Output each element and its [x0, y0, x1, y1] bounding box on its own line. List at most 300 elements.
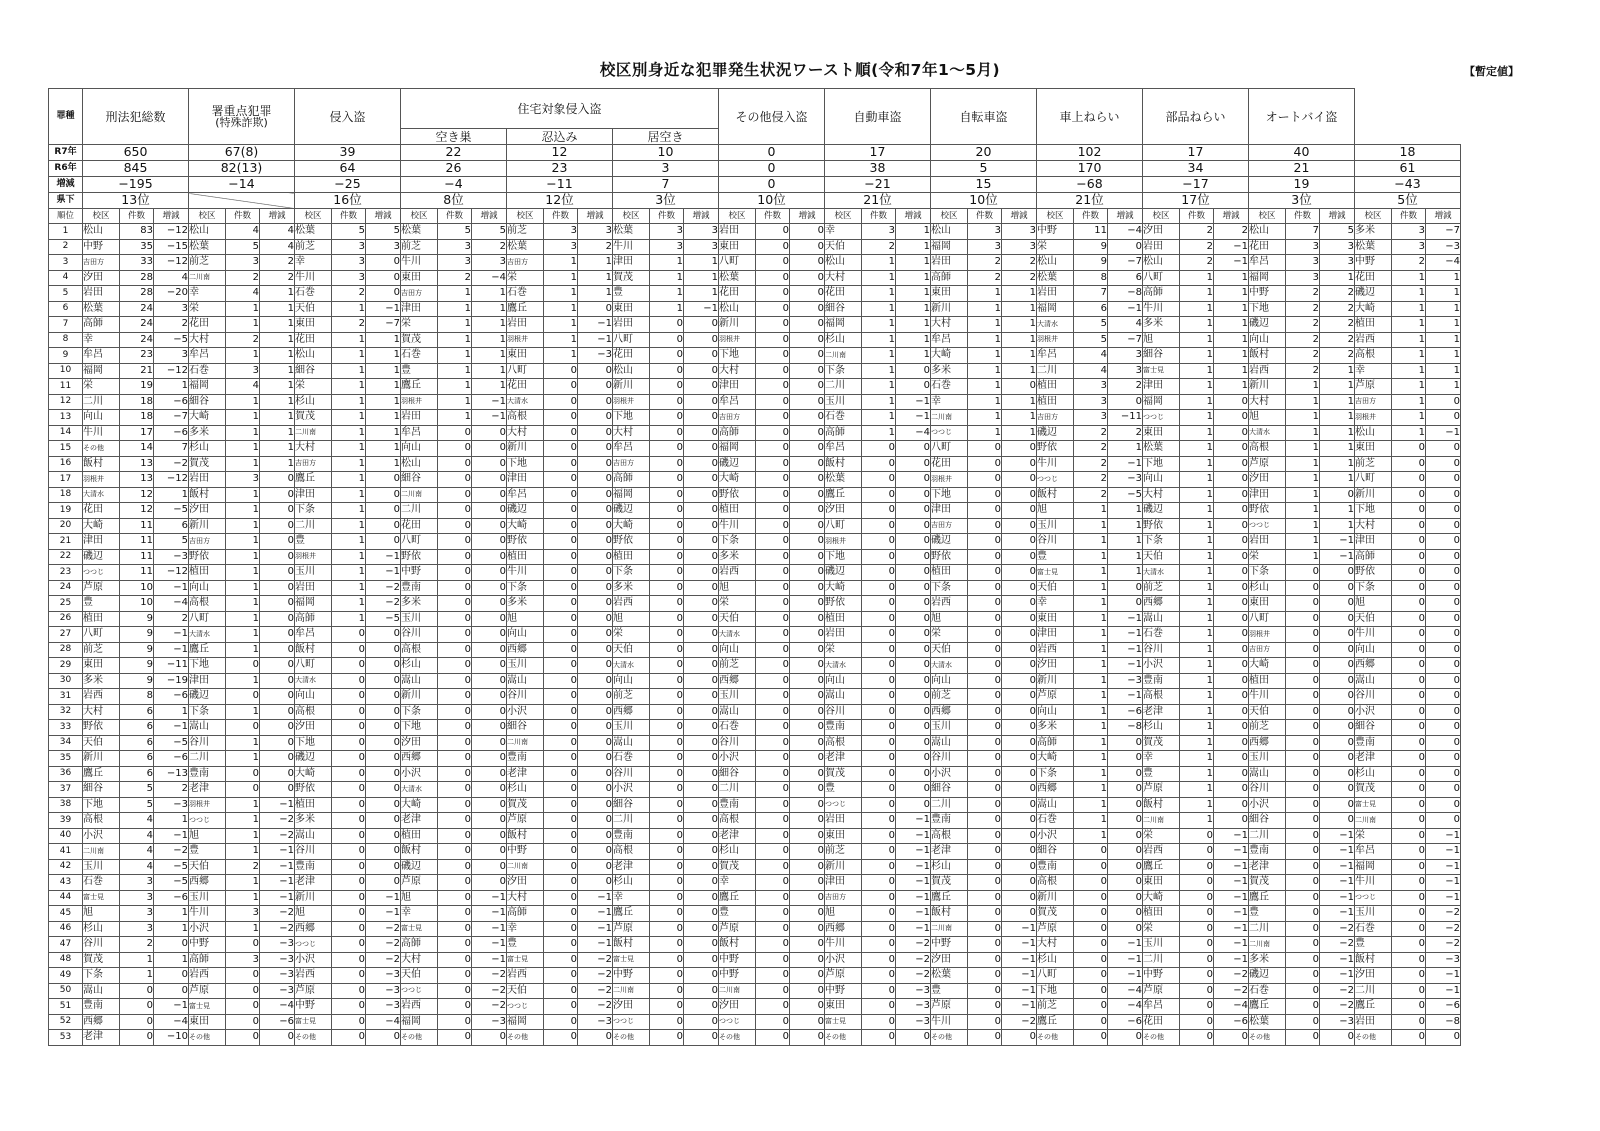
school-name: つつじ: [507, 999, 544, 1015]
school-name: 老津: [931, 844, 968, 860]
school-name: 向山: [295, 689, 332, 705]
count-value: 7: [1286, 224, 1320, 240]
count-value: 0: [332, 1030, 366, 1046]
count-value: 1: [1180, 518, 1214, 534]
change-value: 3: [1320, 239, 1355, 255]
change-value: 0: [578, 549, 613, 565]
change-value: 0: [1426, 503, 1461, 519]
school-name: 前芝: [1143, 580, 1180, 596]
count-value: 0: [650, 1014, 684, 1030]
school-name: 向山: [83, 410, 120, 426]
school-name: 東田: [1355, 441, 1392, 457]
change-value: −3: [578, 1014, 613, 1030]
change-value: 0: [790, 782, 825, 798]
school-name: 西郷: [1037, 782, 1074, 798]
count-value: 0: [438, 859, 472, 875]
change-value: −1: [1214, 828, 1249, 844]
count-value: 83: [120, 224, 154, 240]
count-value: 1: [438, 301, 472, 317]
change-value: −2: [472, 968, 507, 984]
school-name: 東田: [825, 999, 862, 1015]
change-value: 0: [896, 441, 931, 457]
count-value: 1: [120, 968, 154, 984]
school-name: 羽根井: [825, 534, 862, 550]
school-name: 向山: [189, 580, 226, 596]
school-name: 牟呂: [1355, 844, 1392, 860]
school-name: 磯辺: [931, 534, 968, 550]
school-name: 栄: [719, 596, 756, 612]
change-value: −1: [1108, 456, 1143, 472]
count-value: 1: [1180, 286, 1214, 302]
change-value: −3: [1108, 673, 1143, 689]
count-value: 3: [650, 239, 684, 255]
change-value: −2: [366, 937, 401, 953]
summary-r7: 40: [1249, 145, 1355, 161]
change-value: −7: [1108, 255, 1143, 271]
school-name: 新川: [1037, 890, 1074, 906]
count-value: 0: [862, 673, 896, 689]
school-name: 下地: [1355, 503, 1392, 519]
change-value: −1: [1426, 890, 1461, 906]
school-name: 細谷: [825, 301, 862, 317]
change-value: 0: [1426, 611, 1461, 627]
count-value: 0: [1392, 611, 1426, 627]
change-value: 0: [1108, 580, 1143, 596]
summary-r6: 845: [83, 161, 189, 177]
school-name: 岩西: [719, 565, 756, 581]
count-value: 3: [544, 239, 578, 255]
change-value: 1: [578, 270, 613, 286]
change-value: 1: [260, 348, 295, 364]
count-value: 1: [1392, 379, 1426, 395]
change-value: 1: [472, 348, 507, 364]
school-name: 花田: [1143, 1014, 1180, 1030]
school-name: つつじ: [189, 813, 226, 829]
count-value: 0: [438, 425, 472, 441]
summary-pref: 17位: [1143, 193, 1249, 209]
count-value: 9: [120, 611, 154, 627]
change-value: 0: [790, 441, 825, 457]
school-name: 石巻: [507, 286, 544, 302]
summary-r7: 12: [507, 145, 613, 161]
count-value: 0: [226, 766, 260, 782]
change-value: 1: [896, 224, 931, 240]
change-value: −1: [1214, 875, 1249, 891]
count-value: 0: [756, 518, 790, 534]
count-value: 0: [1286, 999, 1320, 1015]
count-value: 0: [438, 456, 472, 472]
count-value: 0: [1074, 875, 1108, 891]
category-header: 忍込み: [507, 129, 613, 145]
count-value: 24: [120, 301, 154, 317]
change-value: 0: [366, 828, 401, 844]
change-value: 1: [260, 394, 295, 410]
change-value: 0: [578, 534, 613, 550]
change-value: −1: [1320, 859, 1355, 875]
school-name: 岩田: [931, 255, 968, 271]
change-value: −1: [1426, 983, 1461, 999]
school-name: 大崎: [83, 518, 120, 534]
school-name: 富士見: [825, 1014, 862, 1030]
count-value: 3: [226, 952, 260, 968]
change-value: 0: [472, 518, 507, 534]
table-row: [49, 224, 1461, 240]
count-value: 0: [1074, 1030, 1108, 1046]
school-name: 吉田方: [189, 534, 226, 550]
school-name: 大村: [83, 704, 120, 720]
school-name: 大村: [719, 363, 756, 379]
count-value: 2: [226, 859, 260, 875]
change-value: 0: [1214, 627, 1249, 643]
change-value: −2: [896, 952, 931, 968]
school-name: 賀茂: [1143, 735, 1180, 751]
rank-label: 順位: [49, 209, 83, 224]
change-value: −1: [472, 952, 507, 968]
count-value: 6: [1074, 301, 1108, 317]
count-value: 0: [544, 441, 578, 457]
school-name: 松山: [1037, 255, 1074, 271]
count-label: 件数: [1074, 209, 1108, 224]
change-value: 0: [896, 456, 931, 472]
change-value: −1: [1108, 627, 1143, 643]
change-value: 1: [260, 286, 295, 302]
school-name: 高根: [1143, 689, 1180, 705]
school-name: 植田: [825, 611, 862, 627]
count-value: 1: [1180, 596, 1214, 612]
school-name: 飯村: [1037, 487, 1074, 503]
change-value: 2: [154, 317, 189, 333]
change-value: 0: [578, 766, 613, 782]
school-name: 二川: [1249, 921, 1286, 937]
category-header: 空き巣: [401, 129, 507, 145]
count-value: 3: [226, 363, 260, 379]
count-value: 0: [1286, 952, 1320, 968]
school-name: 植田: [1037, 379, 1074, 395]
count-label: 件数: [544, 209, 578, 224]
school-name: 幸: [401, 906, 438, 922]
school-name: 松山: [931, 224, 968, 240]
rank-number: 22: [49, 549, 83, 565]
school-name: 細谷: [83, 782, 120, 798]
count-value: 0: [756, 425, 790, 441]
school-name: 大崎: [189, 410, 226, 426]
count-value: 1: [1286, 379, 1320, 395]
change-value: 0: [472, 813, 507, 829]
count-value: 0: [968, 611, 1002, 627]
category-header: [1249, 89, 1355, 145]
school-name: 前芝: [719, 658, 756, 674]
change-value: −1: [1002, 968, 1037, 984]
school-name: 細谷: [295, 363, 332, 379]
school-name: 芦原: [1037, 921, 1074, 937]
count-value: 0: [332, 720, 366, 736]
school-name: 向山: [825, 673, 862, 689]
count-value: 2: [120, 937, 154, 953]
change-value: 0: [790, 859, 825, 875]
count-value: 0: [1392, 720, 1426, 736]
table-row: [49, 472, 1461, 488]
school-name: 谷川: [719, 735, 756, 751]
category-header: [719, 89, 825, 145]
school-name: 植田: [613, 549, 650, 565]
change-value: 0: [154, 983, 189, 999]
summary-pref: 16位: [295, 193, 401, 209]
change-value: 1: [1108, 503, 1143, 519]
change-value: 0: [1002, 549, 1037, 565]
table-row: [49, 642, 1461, 658]
count-value: 0: [544, 642, 578, 658]
school-name: 豊南: [613, 828, 650, 844]
count-value: 6: [120, 704, 154, 720]
count-value: 0: [756, 642, 790, 658]
change-value: −4: [154, 1014, 189, 1030]
school-name: 下条: [83, 968, 120, 984]
table-row: [49, 875, 1461, 891]
school-name: 豊: [613, 286, 650, 302]
count-value: 0: [544, 828, 578, 844]
rank-number: 1: [49, 224, 83, 240]
change-value: −1: [1108, 642, 1143, 658]
summary-r7: 0: [719, 145, 825, 161]
change-value: −4: [472, 270, 507, 286]
count-value: 0: [438, 937, 472, 953]
school-name: 幸: [83, 332, 120, 348]
school-name: 福岡: [83, 363, 120, 379]
change-value: 0: [1002, 704, 1037, 720]
school-name: 飯村: [1249, 348, 1286, 364]
count-value: 8: [1074, 270, 1108, 286]
summary-diff: −4: [401, 177, 507, 193]
count-value: 0: [544, 518, 578, 534]
count-value: 0: [1286, 751, 1320, 767]
change-value: 0: [1214, 797, 1249, 813]
school-name: 下条: [825, 363, 862, 379]
summary-pref: 21位: [825, 193, 931, 209]
change-value: 0: [578, 689, 613, 705]
count-value: 0: [544, 689, 578, 705]
count-value: 0: [968, 875, 1002, 891]
change-value: 0: [260, 503, 295, 519]
school-name: 牛川: [83, 425, 120, 441]
school-name: 新川: [613, 379, 650, 395]
school-name: 中野: [401, 565, 438, 581]
change-value: 0: [790, 332, 825, 348]
school-name: 植田: [719, 503, 756, 519]
count-value: 0: [438, 844, 472, 860]
change-value: −6: [154, 425, 189, 441]
change-value: 2: [154, 782, 189, 798]
school-name: 吉田方: [825, 890, 862, 906]
school-name: 新川: [1037, 673, 1074, 689]
change-value: 1: [1002, 286, 1037, 302]
count-value: 0: [650, 549, 684, 565]
table-row: [49, 239, 1461, 255]
school-name: 細谷: [189, 394, 226, 410]
count-value: 0: [544, 363, 578, 379]
category-header: [401, 89, 719, 129]
school-name: 新川: [507, 441, 544, 457]
change-value: −1: [366, 890, 401, 906]
change-value: 1: [1002, 394, 1037, 410]
school-name: 花田: [295, 332, 332, 348]
count-value: 0: [650, 1030, 684, 1046]
change-value: 0: [790, 410, 825, 426]
table-row: [49, 1030, 1461, 1046]
count-value: 0: [1286, 782, 1320, 798]
school-name: 花田: [825, 286, 862, 302]
count-value: 1: [226, 611, 260, 627]
change-value: 1: [578, 255, 613, 271]
change-value: 0: [578, 797, 613, 813]
change-value: 0: [684, 658, 719, 674]
school-name: 汐田: [1143, 224, 1180, 240]
school-name: 磯辺: [1143, 503, 1180, 519]
school-name: 芦原: [1249, 456, 1286, 472]
change-value: 1: [260, 301, 295, 317]
summary-r6: 23: [507, 161, 613, 177]
change-value: 0: [472, 487, 507, 503]
count-value: 3: [438, 255, 472, 271]
count-value: 3: [1074, 379, 1108, 395]
count-value: 3: [862, 224, 896, 240]
category-label: 罪種: [49, 89, 83, 145]
school-name: 鷹丘: [83, 766, 120, 782]
school-name: 岩田: [401, 410, 438, 426]
change-value: 0: [790, 689, 825, 705]
count-value: 0: [862, 735, 896, 751]
count-value: 0: [544, 968, 578, 984]
count-value: 1: [862, 286, 896, 302]
school-name: 天伯: [613, 642, 650, 658]
change-value: −1: [1108, 937, 1143, 953]
school-name: 野依: [83, 720, 120, 736]
change-value: 0: [1426, 1030, 1461, 1046]
school-name: 二川南: [719, 983, 756, 999]
school-name: 松葉: [931, 968, 968, 984]
summary-pref: 10位: [931, 193, 1037, 209]
summary-pref: 3位: [613, 193, 719, 209]
school-name: 多米: [931, 363, 968, 379]
change-value: 0: [1108, 890, 1143, 906]
school-name: 嵩山: [189, 720, 226, 736]
change-value: −3: [154, 549, 189, 565]
school-name: 大崎: [1143, 890, 1180, 906]
school-name: 牟呂: [507, 487, 544, 503]
school-name: 杉山: [83, 921, 120, 937]
school-name: 高師: [507, 906, 544, 922]
count-value: 0: [226, 999, 260, 1015]
school-name: 岩田: [825, 813, 862, 829]
school-name: 汐田: [613, 999, 650, 1015]
change-value: −1: [578, 890, 613, 906]
school-name: 羽根井: [613, 394, 650, 410]
school-name: 細谷: [931, 782, 968, 798]
school-name: 栄: [1143, 828, 1180, 844]
change-value: 0: [1320, 611, 1355, 627]
school-name: 高根: [825, 735, 862, 751]
count-value: 1: [226, 534, 260, 550]
count-value: 1: [862, 348, 896, 364]
change-value: 0: [1002, 441, 1037, 457]
school-name: 石巻: [189, 363, 226, 379]
change-value: 0: [1214, 751, 1249, 767]
school-name: 汐田: [295, 720, 332, 736]
count-value: 1: [1180, 673, 1214, 689]
count-value: 0: [862, 1030, 896, 1046]
rank-number: 46: [49, 921, 83, 937]
school-name: 牟呂: [613, 441, 650, 457]
rank-number: 6: [49, 301, 83, 317]
school-name: 岩田: [825, 627, 862, 643]
count-value: 0: [226, 1014, 260, 1030]
change-value: −5: [154, 503, 189, 519]
school-name: 豊南: [1355, 735, 1392, 751]
school-name: 松山: [613, 363, 650, 379]
school-name: 豊: [931, 983, 968, 999]
school-name: 多米: [1355, 224, 1392, 240]
school-name: 飯村: [295, 642, 332, 658]
change-value: −1: [1108, 611, 1143, 627]
change-value: 0: [472, 627, 507, 643]
change-value: 0: [790, 239, 825, 255]
school-name: 豊: [719, 906, 756, 922]
count-value: 0: [650, 859, 684, 875]
school-name: つつじ: [401, 983, 438, 999]
school-name: 小沢: [825, 952, 862, 968]
change-value: 1: [366, 410, 401, 426]
count-value: 0: [332, 906, 366, 922]
school-name: 松山: [1355, 425, 1392, 441]
school-name: 吉田方: [401, 286, 438, 302]
count-value: 0: [1286, 875, 1320, 891]
count-value: 0: [862, 580, 896, 596]
count-value: 0: [968, 766, 1002, 782]
count-value: 18: [120, 394, 154, 410]
count-value: 0: [544, 503, 578, 519]
school-name: 栄: [613, 627, 650, 643]
count-value: 0: [544, 766, 578, 782]
change-value: 0: [790, 844, 825, 860]
change-value: 0: [366, 766, 401, 782]
school-name: 高根: [931, 828, 968, 844]
count-value: 0: [1392, 689, 1426, 705]
school-name: 芦原: [1037, 689, 1074, 705]
school-name: 東田: [825, 828, 862, 844]
count-value: 4: [226, 286, 260, 302]
count-value: 1: [862, 394, 896, 410]
change-value: 0: [1426, 394, 1461, 410]
count-value: 4: [226, 224, 260, 240]
count-value: 1: [650, 270, 684, 286]
count-value: 0: [1180, 983, 1214, 999]
school-name: 芦原: [825, 968, 862, 984]
school-name: 飯村: [1143, 797, 1180, 813]
count-value: 9: [120, 642, 154, 658]
change-value: 1: [1108, 518, 1143, 534]
change-value: 0: [472, 720, 507, 736]
change-value: 0: [1002, 487, 1037, 503]
count-value: 0: [438, 518, 472, 534]
count-value: 0: [968, 689, 1002, 705]
change-value: 0: [366, 255, 401, 271]
school-name: 磯辺: [1355, 286, 1392, 302]
count-value: 0: [438, 766, 472, 782]
count-value: 0: [332, 797, 366, 813]
change-value: −12: [154, 363, 189, 379]
school-name: 鷹丘: [825, 487, 862, 503]
school-name: 大崎: [931, 348, 968, 364]
count-value: 0: [438, 1014, 472, 1030]
